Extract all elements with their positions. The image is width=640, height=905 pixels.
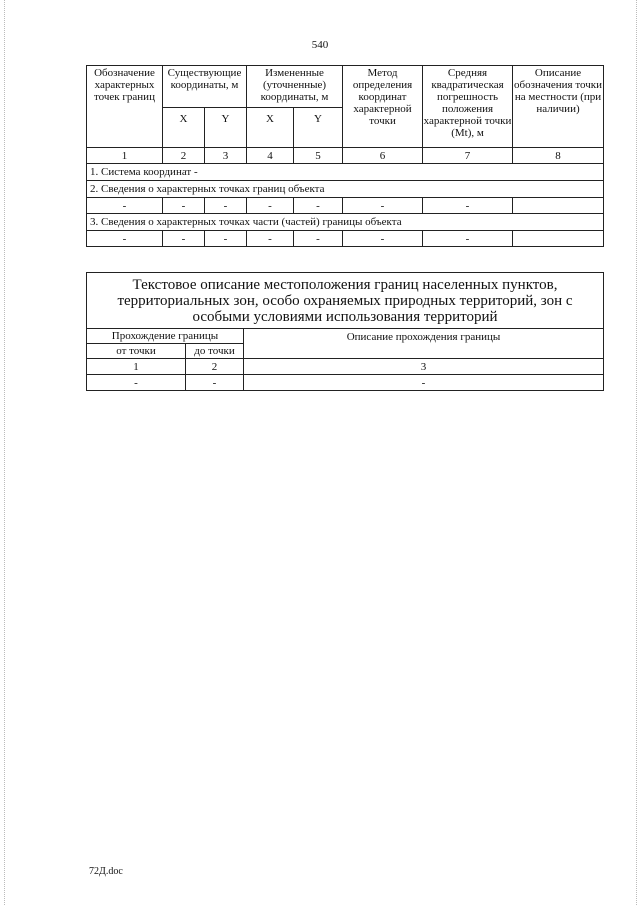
table-row [87,375,604,391]
header-error: Средняя квадратическая погрешность положения характерной точки (Mt), м [423,66,513,148]
header-designation: Обозначение характерных точек границ [87,66,163,148]
coordinates-table [86,65,604,247]
table-cell: - [87,198,163,214]
passage-header: Прохождение границы [87,329,244,344]
table-cell: - [294,198,343,214]
table-row [87,198,604,214]
column-number: 1 [87,359,186,375]
from-point-header: от точки [87,344,186,359]
table-cell: - [343,198,423,214]
boundary-description-table [86,272,604,391]
section-title: 2. Сведения о характерных точках границ объекта [87,181,604,198]
column-number: 8 [513,148,604,164]
table-cell: - [186,375,244,391]
table-cell: - [247,231,294,247]
header-changed-x: X [247,108,294,148]
section-title: 3. Сведения о характерных точках части (частей) границы объекта [87,214,604,231]
header-method: Метод определения координат характерной точки [343,66,423,148]
table-cell: - [423,231,513,247]
left-edge-line [4,0,5,905]
header-existing-y: Y [205,108,247,148]
column-number: 2 [186,359,244,375]
table-cell: - [294,231,343,247]
header-existing-coords: Существующие координаты, м [163,66,247,108]
description-header: Описание прохождения границы [244,329,604,359]
table-cell: - [163,198,205,214]
header-changed-y: Y [294,108,343,148]
table-cell: - [423,198,513,214]
table-cell: - [87,375,186,391]
right-edge-line [636,0,637,905]
to-point-header: до точки [186,344,244,359]
header-changed-coords: Измененные (уточненные) координаты, м [247,66,343,108]
header-existing-x: X [163,108,205,148]
column-number: 3 [205,148,247,164]
table-cell [513,231,604,247]
column-number: 5 [294,148,343,164]
column-number: 7 [423,148,513,164]
table-cell: - [244,375,604,391]
column-number: 4 [247,148,294,164]
section-title: 1. Система координат - [87,164,604,181]
table-cell: - [247,198,294,214]
footer-filename: 72Д.doc [89,866,123,877]
column-number: 3 [244,359,604,375]
column-number: 1 [87,148,163,164]
table-cell: - [205,231,247,247]
page-number: 540 [311,39,329,51]
table-cell: - [163,231,205,247]
table-cell: - [87,231,163,247]
table-cell: - [343,231,423,247]
header-description: Описание обозначения точки на местности (при наличии) [513,66,604,148]
column-number: 6 [343,148,423,164]
table-title: Текстовое описание местоположения границ населенных пунктов, территориальных зон, особо охраняемых природных территорий, зон с особыми условиями использования территорий [87,273,604,329]
table-row [87,231,604,247]
table-cell: - [205,198,247,214]
column-number: 2 [163,148,205,164]
table-cell [513,198,604,214]
